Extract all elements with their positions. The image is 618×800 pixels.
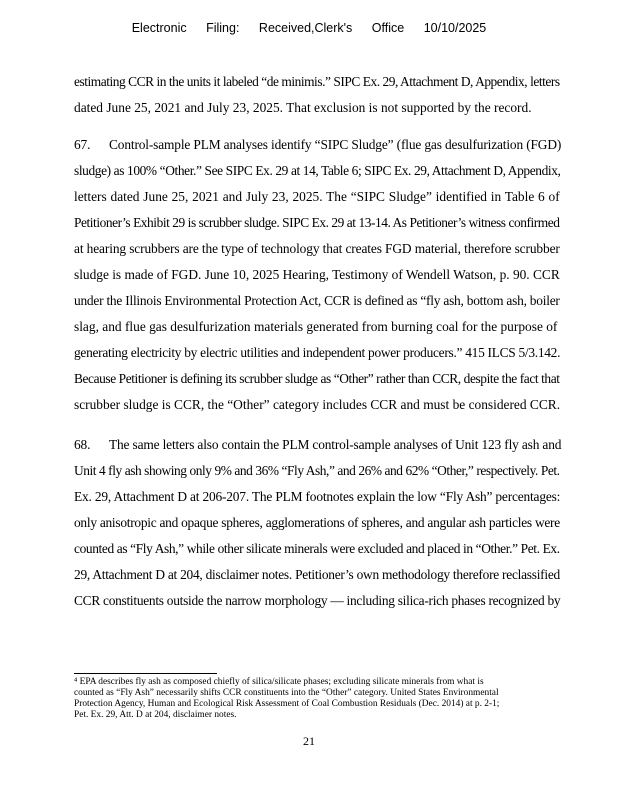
body-line: under the Illinois Environmental Protection Act, CCR is defined as “fly ash, bottom ash, boiler [74, 293, 560, 308]
footnote-line: Pet. Ex. 29, Att. D at 204, disclaimer notes. [74, 710, 237, 720]
body-line: only anisotropic and opaque spheres, agglomerations of spheres, and angular ash particles were [74, 515, 560, 530]
page-number: 21 [303, 734, 315, 748]
body-line: Because Petitioner is defining its scrubber sludge as “Other” rather than CCR, despite the fact that [74, 371, 560, 386]
body-line: dated June 25, 2021 and July 23, 2025. That exclusion is not supported by the record. [74, 100, 532, 115]
body-line: estimating CCR in the units it labeled “de minimis.” SIPC Ex. 29, Attachment D, Appendix, letters [74, 74, 560, 89]
filing-header [0, 21, 618, 35]
paragraph-number: 68. [74, 437, 91, 452]
body-line: at hearing scrubbers are the type of technology that creates FGD material, therefore scrubber [74, 241, 560, 256]
footnote-line: counted as “Fly Ash” necessarily shifts CCR constituents into the “Other” category. United States Environmental [74, 688, 499, 698]
paragraph-68-first-line [74, 437, 561, 453]
header-filing: Filing: [206, 21, 240, 35]
footnote-line: Protection Agency, Human and Ecological Risk Assessment of Coal Combustion Residuals (Dec. 2014) at p. 2-1; [74, 699, 500, 709]
header-electronic: Electronic [131, 21, 187, 35]
paragraph-67-first-line [74, 137, 561, 153]
body-line: slag, and flue gas desulfurization materials generated from burning coal for the purpose of [74, 319, 558, 334]
body-line: Petitioner’s Exhibit 29 is scrubber sludge. SIPC Ex. 29 at 13-14. As Petitioner’s witness confirmed [74, 215, 560, 230]
body-line: counted as “Fly Ash,” while other silicate minerals were excluded and placed in “Other.” Pet. Ex. [74, 541, 560, 556]
body-line: sludge) as 100% “Other.” See SIPC Ex. 29 at 14, Table 6; SIPC Ex. 29, Attachment D, Appendix, [74, 163, 561, 178]
body-line: 29, Attachment D at 204, disclaimer notes. Petitioner’s own methodology therefore reclassified [74, 567, 560, 582]
body-line: The same letters also contain the PLM control-sample analyses of Unit 123 fly ash and [109, 437, 562, 452]
body-line: sludge is made of FGD. June 10, 2025 Hearing, Testimony of Wendell Watson, p. 90. CCR [74, 267, 560, 282]
body-line: Unit 4 fly ash showing only 9% and 36% “Fly Ash,” and 26% and 62% “Other,” respectively. Pet. [74, 463, 560, 478]
body-line: Control-sample PLM analyses identify “SIPC Sludge” (flue gas desulfurization (FGD) [109, 137, 562, 152]
header-office: Office [371, 21, 405, 35]
body-line: scrubber sludge is CCR, the “Other” category includes CCR and must be considered CCR. [74, 397, 561, 412]
header-date: 10/10/2025 [423, 21, 487, 35]
body-line: generating electricity by electric utilities and independent power producers.” 415 ILCS 5/3.142. [74, 345, 561, 360]
body-line: CCR constituents outside the narrow morphology — including silica-rich phases recognized by [74, 593, 561, 608]
footnote-line: ⁴ EPA describes fly ash as composed chiefly of silica/silicate phases; excluding silicate minerals from what is [74, 677, 484, 687]
paragraph-number: 67. [74, 137, 91, 152]
body-line: letters dated June 25, 2021 and July 23, 2025. The “SIPC Sludge” identified in Table 6 of [74, 189, 560, 204]
footnote-separator [74, 673, 217, 674]
header-received-clerks: Received,Clerk's [258, 21, 353, 35]
body-line: Ex. 29, Attachment D at 206-207. The PLM footnotes explain the low “Fly Ash” percentages: [74, 489, 561, 504]
